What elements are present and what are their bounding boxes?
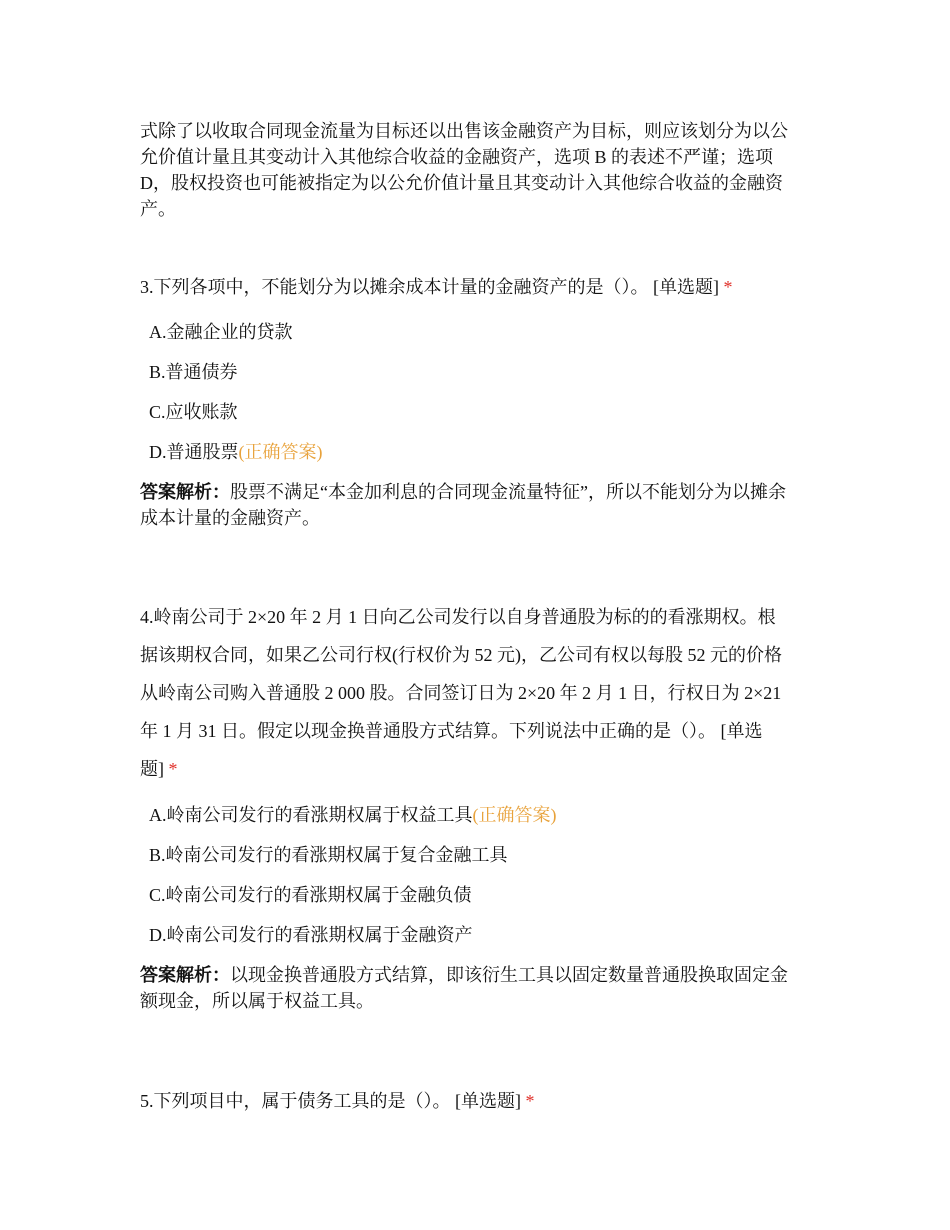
question-5 xyxy=(140,1088,820,1114)
question-3-options xyxy=(140,312,820,472)
required-mark: * xyxy=(168,759,178,779)
option-label: B.普通债券 xyxy=(149,362,238,382)
option-label: D.岭南公司发行的看涨期权属于金融资产 xyxy=(149,925,473,945)
text-line: D，股权投资也可能被指定为以公允价值计量且其变动计入其他综合收益的金融资 xyxy=(140,173,783,193)
question-4-analysis xyxy=(140,962,820,1014)
question-text: 题] xyxy=(140,759,169,779)
option-c[interactable] xyxy=(140,875,820,915)
question-4-options xyxy=(140,795,820,955)
required-mark: * xyxy=(525,1091,535,1111)
option-b[interactable] xyxy=(140,352,820,392)
option-label: C.岭南公司发行的看涨期权属于金融负债 xyxy=(149,885,472,905)
option-a[interactable] xyxy=(140,312,820,352)
question-text: 4.岭南公司于 2×20 年 2 月 1 日向乙公司发行以自身普通股为标的的看涨期权。根 xyxy=(140,607,776,627)
question-text: 5.下列项目中，属于债务工具的是（）。 [单选题] xyxy=(140,1091,526,1111)
analysis-text: 额现金，所以属于权益工具。 xyxy=(140,991,374,1011)
analysis-label: 答案解析： xyxy=(140,482,230,502)
option-label: A.金融企业的贷款 xyxy=(149,322,293,342)
analysis-text: 股票不满足“本金加利息的合同现金流量特征”，所以不能划分为以摊余 xyxy=(230,482,786,502)
analysis-text: 以现金换普通股方式结算，即该衍生工具以固定数量普通股换取固定金 xyxy=(230,965,788,985)
option-label: B.岭南公司发行的看涨期权属于复合金融工具 xyxy=(149,845,508,865)
option-label: D.普通股票 xyxy=(149,442,239,462)
question-text: 年 1 月 31 日。假定以现金换普通股方式结算。下列说法中正确的是（）。 [单选 xyxy=(140,721,763,741)
option-c[interactable] xyxy=(140,392,820,432)
option-d[interactable] xyxy=(140,915,820,955)
option-label: C.应收账款 xyxy=(149,402,238,422)
question-title xyxy=(140,1088,820,1114)
option-b[interactable] xyxy=(140,835,820,875)
text-line: 允价值计量且其变动计入其他综合收益的金融资产，选项 B 的表述不严谨；选项 xyxy=(140,147,774,167)
question-title xyxy=(140,274,820,300)
question-3 xyxy=(140,274,820,300)
text-line: 产。 xyxy=(140,199,176,219)
analysis-label: 答案解析： xyxy=(140,965,230,985)
previous-explanation xyxy=(140,118,820,222)
question-text: 从岭南公司购入普通股 2 000 股。合同签订日为 2×20 年 2 月 1 日，行权日为 2×21 xyxy=(140,683,782,703)
option-d[interactable] xyxy=(140,432,820,472)
correct-answer-tag: (正确答案) xyxy=(472,805,557,825)
question-text: 据该期权合同，如果乙公司行权(行权价为 52 元)，乙公司有权以每股 52 元的价格 xyxy=(140,645,782,665)
option-a[interactable] xyxy=(140,795,820,835)
analysis-text: 成本计量的金融资产。 xyxy=(140,508,320,528)
correct-answer-tag: (正确答案) xyxy=(238,442,323,462)
question-text: 3.下列各项中，不能划分为以摊余成本计量的金融资产的是（）。 [单选题] xyxy=(140,277,724,297)
question-4 xyxy=(140,598,820,788)
question-3-analysis xyxy=(140,479,820,531)
option-label: A.岭南公司发行的看涨期权属于权益工具 xyxy=(149,805,473,825)
required-mark: * xyxy=(723,277,733,297)
text-line: 式除了以收取合同现金流量为目标还以出售该金融资产为目标，则应该划分为以公 xyxy=(140,121,788,141)
